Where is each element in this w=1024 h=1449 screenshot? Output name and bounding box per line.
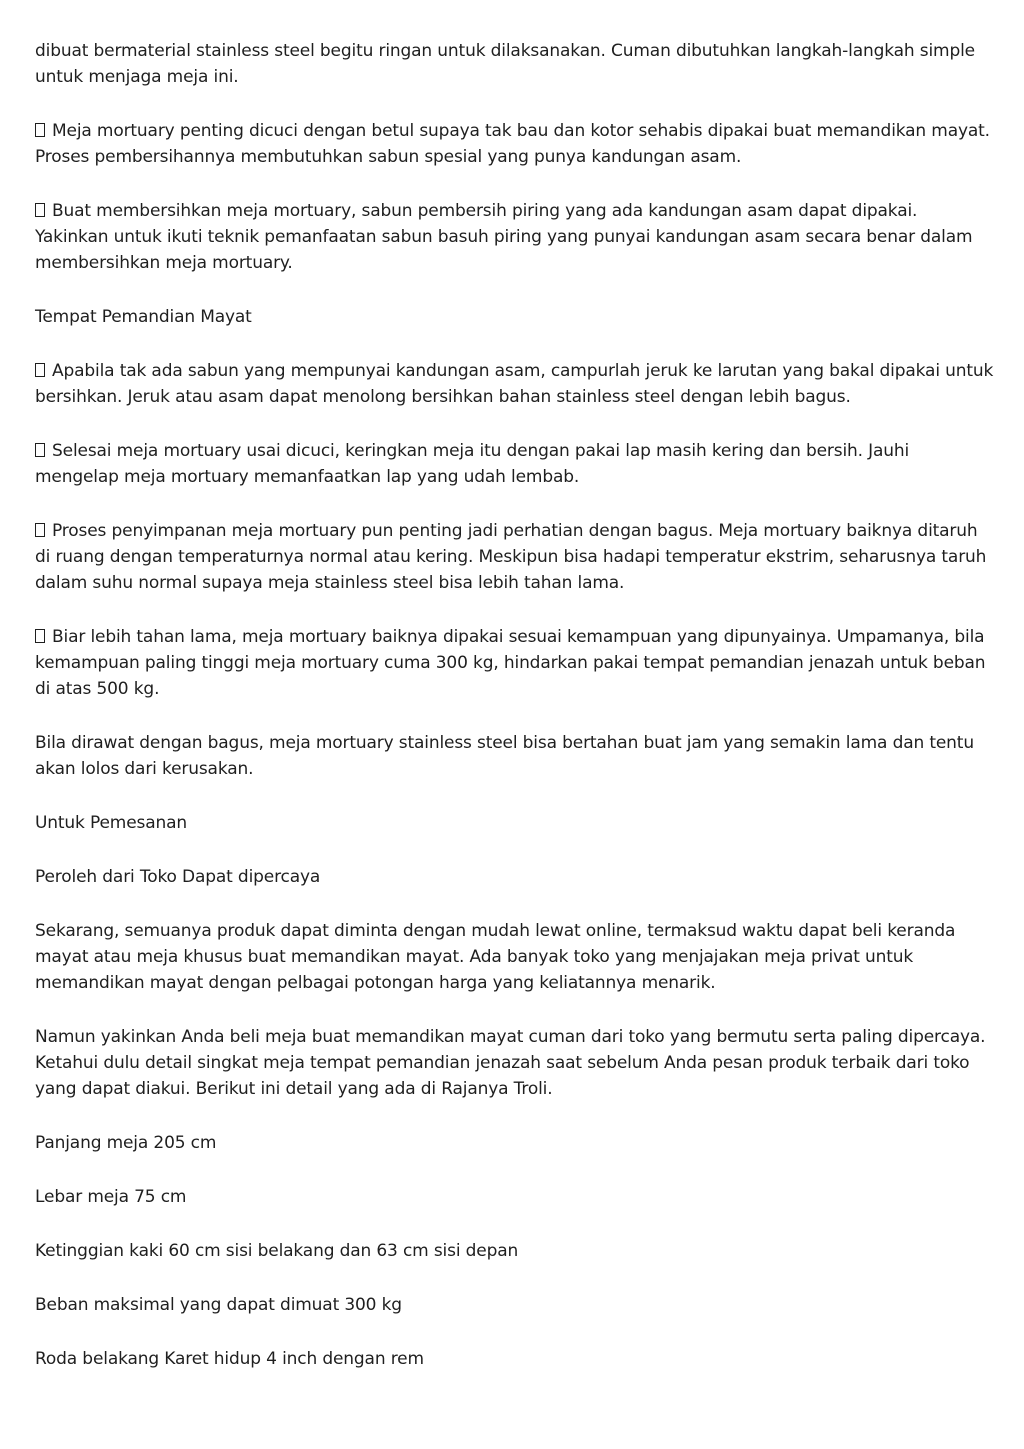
- paragraph-intro: dibuat bermaterial stainless steel begitu ringan untuk dilaksanakan. Cuman dibutuhkan langkah-langkah simple untuk menjaga meja ini.: [35, 41, 975, 87]
- paragraph-trusted-store: Namun yakinkan Anda beli meja buat memandikan mayat cuman dari toko yang bermutu serta paling dipercaya. Ketahui dulu detail singkat meja tempat pemandian jenazah saat sebelum Anda pesan produk terbaik dari toko yang dapat diakui. Berikut ini detail yang ada di Rajanya Troli.: [35, 1027, 986, 1099]
- spec-max-load: Beban maksimal yang dapat dimuat 300 kg: [35, 1295, 402, 1315]
- spec-rear-wheel: Roda belakang Karet hidup 4 inch dengan rem: [35, 1349, 424, 1369]
- bullet-box-icon: [35, 443, 45, 457]
- heading-toko: Peroleh dari Toko Dapat dipercaya: [35, 867, 321, 887]
- document-page: [35, 38, 995, 1400]
- bullet-soap: Buat membersihkan meja mortuary, sabun pembersih piring yang ada kandungan asam dapat dipakai. Yakinkan untuk ikuti teknik pemanfaatan sabun basuh piring yang punyai kandungan asam secara benar dalam membersihkan meja mortuary.: [35, 201, 973, 273]
- heading-pemesanan: Untuk Pemesanan: [35, 813, 188, 833]
- spec-length: Panjang meja 205 cm: [35, 1133, 217, 1153]
- bullet-cleaning: Meja mortuary penting dicuci dengan betul supaya tak bau dan kotor sehabis dipakai buat memandikan mayat. Proses pembersihannya membutuhkan sabun spesial yang punya kandungan asam.: [35, 121, 990, 167]
- bullet-capacity: Biar lebih tahan lama, meja mortuary baiknya dipakai sesuai kemampuan yang dipunyainya. Umpamanya, bila kemampuan paling tinggi meja mortuary cuma 300 kg, hindarkan pakai tempat pemandian jenazah untuk beban di atas 500 kg.: [35, 627, 986, 699]
- bullet-citrus: Apabila tak ada sabun yang mempunyai kandungan asam, campurlah jeruk ke larutan yang bakal dipakai untuk bersihkan. Jeruk atau asam dapat menolong bersihkan bahan stainless steel dengan lebih bagus.: [35, 361, 994, 407]
- bullet-drying: Selesai meja mortuary usai dicuci, keringkan meja itu dengan pakai lap masih kering dan bersih. Jauhi mengelap meja mortuary memanfaatkan lap yang udah lembab.: [35, 441, 910, 487]
- spec-width: Lebar meja 75 cm: [35, 1187, 187, 1207]
- bullet-box-icon: [35, 123, 45, 137]
- bullet-box-icon: [35, 523, 45, 537]
- bullet-box-icon: [35, 629, 45, 643]
- bullet-box-icon: [35, 203, 45, 217]
- bullet-storage: Proses penyimpanan meja mortuary pun penting jadi perhatian dengan bagus. Meja mortuary baiknya ditaruh di ruang dengan temperaturnya normal atau kering. Meskipun bisa hadapi temperatur ekstrim, seharusnya taruh dalam suhu normal supaya meja stainless steel bisa lebih tahan lama.: [35, 521, 987, 593]
- paragraph-durability: Bila dirawat dengan bagus, meja mortuary stainless steel bisa bertahan buat jam yang semakin lama dan tentu akan lolos dari kerusakan.: [35, 733, 974, 779]
- heading-tempat-pemandian: Tempat Pemandian Mayat: [35, 307, 252, 327]
- bullet-box-icon: [35, 363, 45, 377]
- paragraph-online: Sekarang, semuanya produk dapat diminta dengan mudah lewat online, termaksud waktu dapat beli keranda mayat atau meja khusus buat memandikan mayat. Ada banyak toko yang menjajakan meja privat untuk memandikan mayat dengan pelbagai potongan harga yang keliatannya menarik.: [35, 921, 956, 993]
- spec-leg-height: Ketinggian kaki 60 cm sisi belakang dan 63 cm sisi depan: [35, 1241, 519, 1261]
